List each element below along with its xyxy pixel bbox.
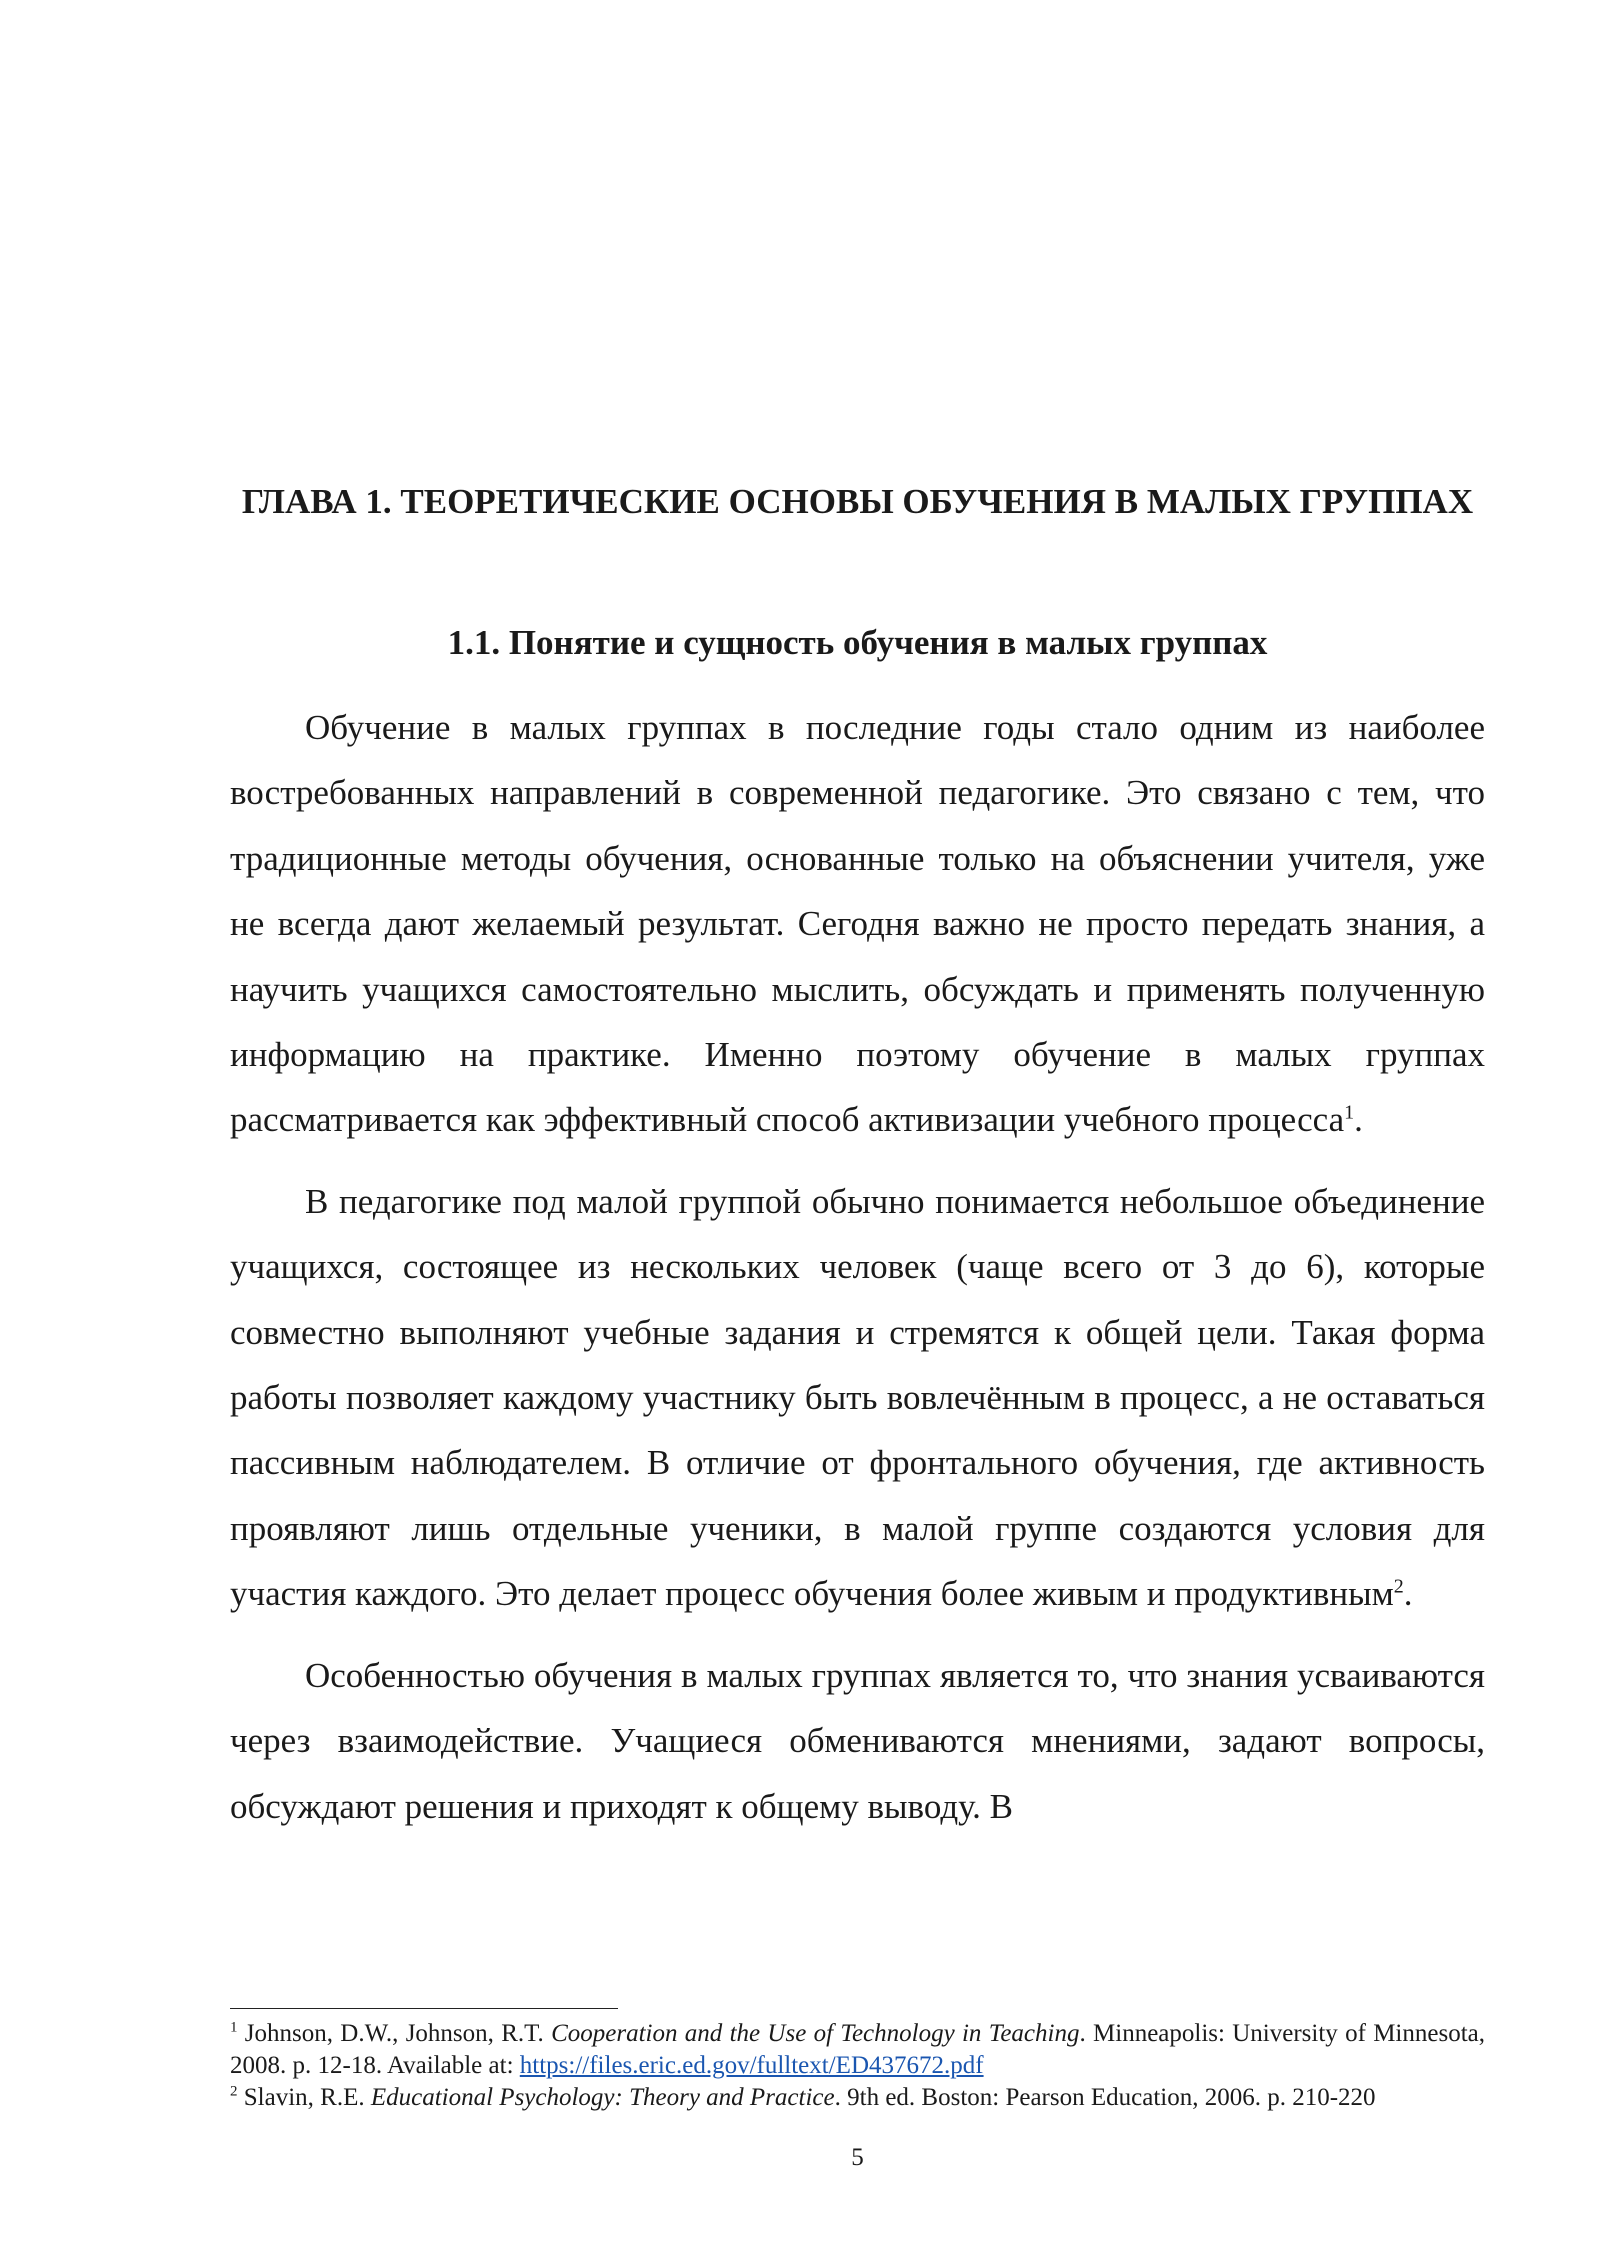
footnotes xyxy=(230,2018,1485,2114)
footnote-link[interactable]: https://files.eric.ed.gov/fulltext/ED437672.pdf xyxy=(519,2052,984,2079)
chapter-title: ГЛАВА 1. ТЕОРЕТИЧЕСКИЕ ОСНОВЫ ОБУЧЕНИЯ В МАЛЫХ ГРУППАХ xyxy=(241,482,1474,521)
footnote-authors: Johnson, D.W., Johnson, R.T. xyxy=(237,2020,552,2047)
footnote-1 xyxy=(230,2018,1485,2082)
paragraph-text: В педагогике под малой группой обычно понимается небольшое объединение учащихся, состоящее из нескольких человек (чаще всего от 3 до 6), которые совместно выполняют учебные задания и стремятся к общей цели. Такая форма работы позволяет каждому участнику быть вовлечённым в процесс, а не оставаться пассивным наблюдателем. В отличие от фронтального обучения, где активность проявляют лишь отдельные ученики, в малой группе создаются условия для участия каждого. Это делает процесс обучения более живым и продуктивным xyxy=(230,1181,1485,1614)
footnote-mark: 2 xyxy=(230,2083,238,2100)
footnote-2 xyxy=(230,2082,1485,2114)
page-number: 5 xyxy=(851,2144,864,2171)
paragraph-end: . xyxy=(1354,1100,1363,1140)
footnote-details: . Minneapolis: University of Minnesota, 2008. p. 12-18. Available at: xyxy=(230,2020,1485,2079)
section-title: 1.1. Понятие и сущность обучения в малых группах xyxy=(447,623,1268,662)
paragraph-end: . xyxy=(1403,1574,1413,1614)
footnote-mark: 1 xyxy=(230,2019,238,2036)
footnote-title: Cooperation and the Use of Technology in Teaching xyxy=(551,2020,1080,2047)
paragraph-text: Особенностью обучения в малых группах является то, что знания усваиваются через взаимодействие. Учащиеся обмениваются мнениями, задают вопросы, обсуждают решения и приходят к общему выводу. В xyxy=(230,1655,1485,1826)
footnote-ref-2[interactable]: 2 xyxy=(1393,1575,1404,1598)
body-text xyxy=(230,695,1485,1855)
paragraph-1 xyxy=(230,695,1485,1153)
footnote-authors: Slavin, R.E. xyxy=(237,2084,371,2111)
footnote-ref-1[interactable]: 1 xyxy=(1344,1101,1355,1124)
paragraph-2 xyxy=(230,1169,1485,1627)
footnote-divider xyxy=(230,2008,618,2009)
paragraph-text: Обучение в малых группах в последние годы стало одним из наиболее востребованных направлений в современной педагогике. Это связано с тем, что традиционные методы обучения, основанные только на объяснении учителя, уже не всегда дают желаемый результат. Сегодня важно не просто передать знания, а научить учащихся самостоятельно мыслить, обсуждать и применять полученную информацию на практике. Именно поэтому обучение в малых группах рассматривается как эффективный способ активизации учебного процесса xyxy=(230,708,1485,1140)
paragraph-3 xyxy=(230,1643,1485,1839)
footnote-details: . 9th ed. Boston: Pearson Education, 2006. p. 210-220 xyxy=(834,2084,1376,2111)
footnote-title: Educational Psychology: Theory and Practice xyxy=(370,2084,835,2111)
